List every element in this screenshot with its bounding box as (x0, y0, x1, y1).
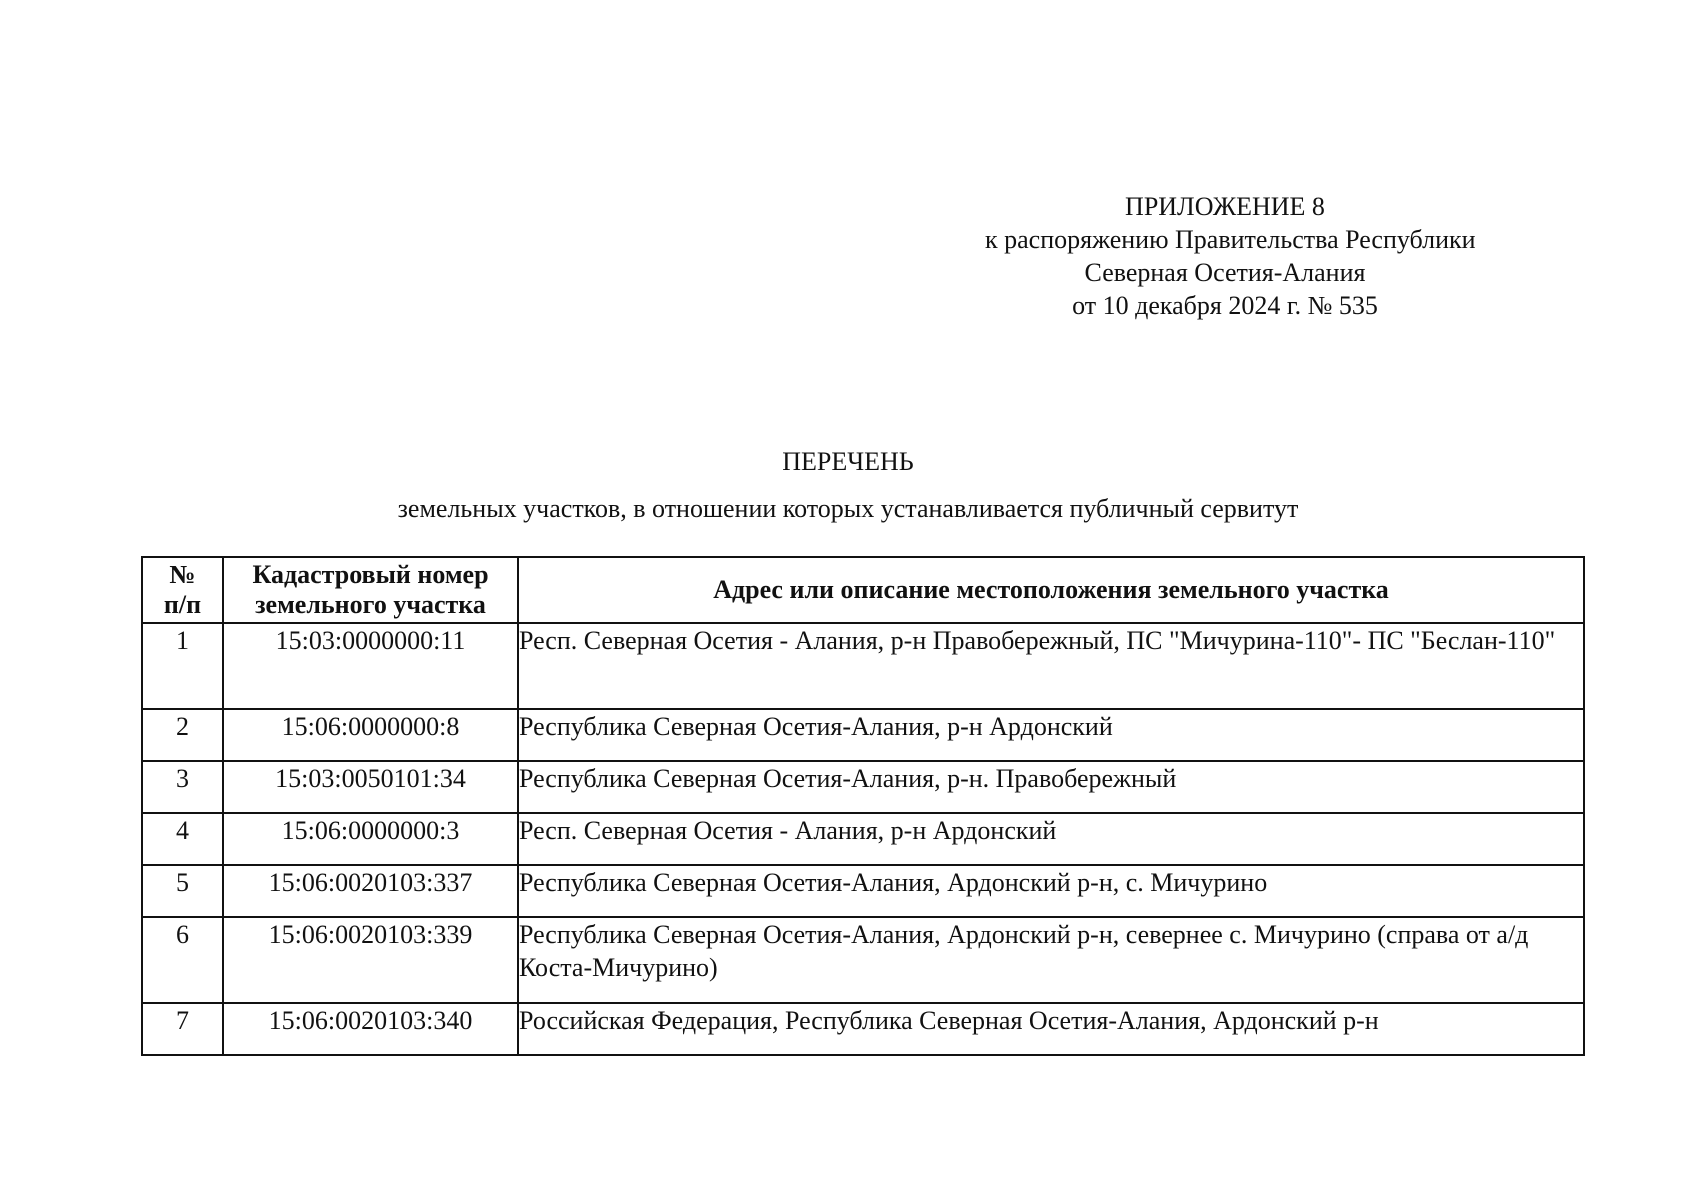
row-address: Респ. Северная Осетия - Алания, р-н Правобережный, ПС "Мичурина-110"- ПС "Беслан-110" (518, 623, 1584, 709)
table-header-row (142, 557, 1584, 623)
appendix-number: ПРИЛОЖЕНИЕ 8 (1125, 192, 1325, 221)
document-title: ПЕРЕЧЕНЬ (782, 447, 914, 476)
header-number-line1: № (169, 560, 196, 589)
row-cadastral: 15:06:0020103:337 (223, 865, 518, 917)
row-address: Республика Северная Осетия-Алания, р-н Ардонский (518, 709, 1584, 761)
appendix-header (985, 190, 1585, 322)
header-number (142, 557, 223, 623)
appendix-reference: к распоряжению Правительства Республики (985, 225, 1476, 254)
row-number: 4 (142, 813, 223, 865)
row-address: Респ. Северная Осетия - Алания, р-н Ардонский (518, 813, 1584, 865)
document-subtitle: земельных участков, в отношении которых устанавливается публичный сервитут (397, 494, 1299, 523)
appendix-republic: Северная Осетия-Алания (1084, 258, 1366, 287)
row-cadastral: 15:03:0050101:34 (223, 761, 518, 813)
table-row (142, 1003, 1584, 1055)
header-address: Адрес или описание местоположения земельного участка (518, 557, 1584, 623)
header-cadastral-line2: земельного участка (255, 590, 486, 619)
table-row (142, 761, 1584, 813)
table-row (142, 623, 1584, 709)
row-number: 6 (142, 917, 223, 1003)
parcels-table (141, 556, 1585, 1056)
row-address: Республика Северная Осетия-Алания, р-н. Правобережный (518, 761, 1584, 813)
table-row (142, 813, 1584, 865)
row-address: Республика Северная Осетия-Алания, Ардонский р-н, с. Мичурино (518, 865, 1584, 917)
row-number: 7 (142, 1003, 223, 1055)
header-cadastral-line1: Кадастровый номер (252, 560, 489, 589)
row-cadastral: 15:03:0000000:11 (223, 623, 518, 709)
table-row (142, 865, 1584, 917)
row-cadastral: 15:06:0000000:8 (223, 709, 518, 761)
row-cadastral: 15:06:0020103:340 (223, 1003, 518, 1055)
row-number: 5 (142, 865, 223, 917)
appendix-date: от 10 декабря 2024 г. № 535 (1072, 291, 1378, 320)
header-number-line2: п/п (163, 590, 202, 619)
row-number: 2 (142, 709, 223, 761)
table-row (142, 917, 1584, 1003)
row-cadastral: 15:06:0020103:339 (223, 917, 518, 1003)
row-address: Республика Северная Осетия-Алания, Ардонский р-н, севернее с. Мичурино (справа от а/д Коста-Мичурино) (518, 917, 1584, 1003)
row-number: 1 (142, 623, 223, 709)
row-number: 3 (142, 761, 223, 813)
table-row (142, 709, 1584, 761)
header-cadastral (223, 557, 518, 623)
row-address: Российская Федерация, Республика Северная Осетия-Алания, Ардонский р-н (518, 1003, 1584, 1055)
row-cadastral: 15:06:0000000:3 (223, 813, 518, 865)
